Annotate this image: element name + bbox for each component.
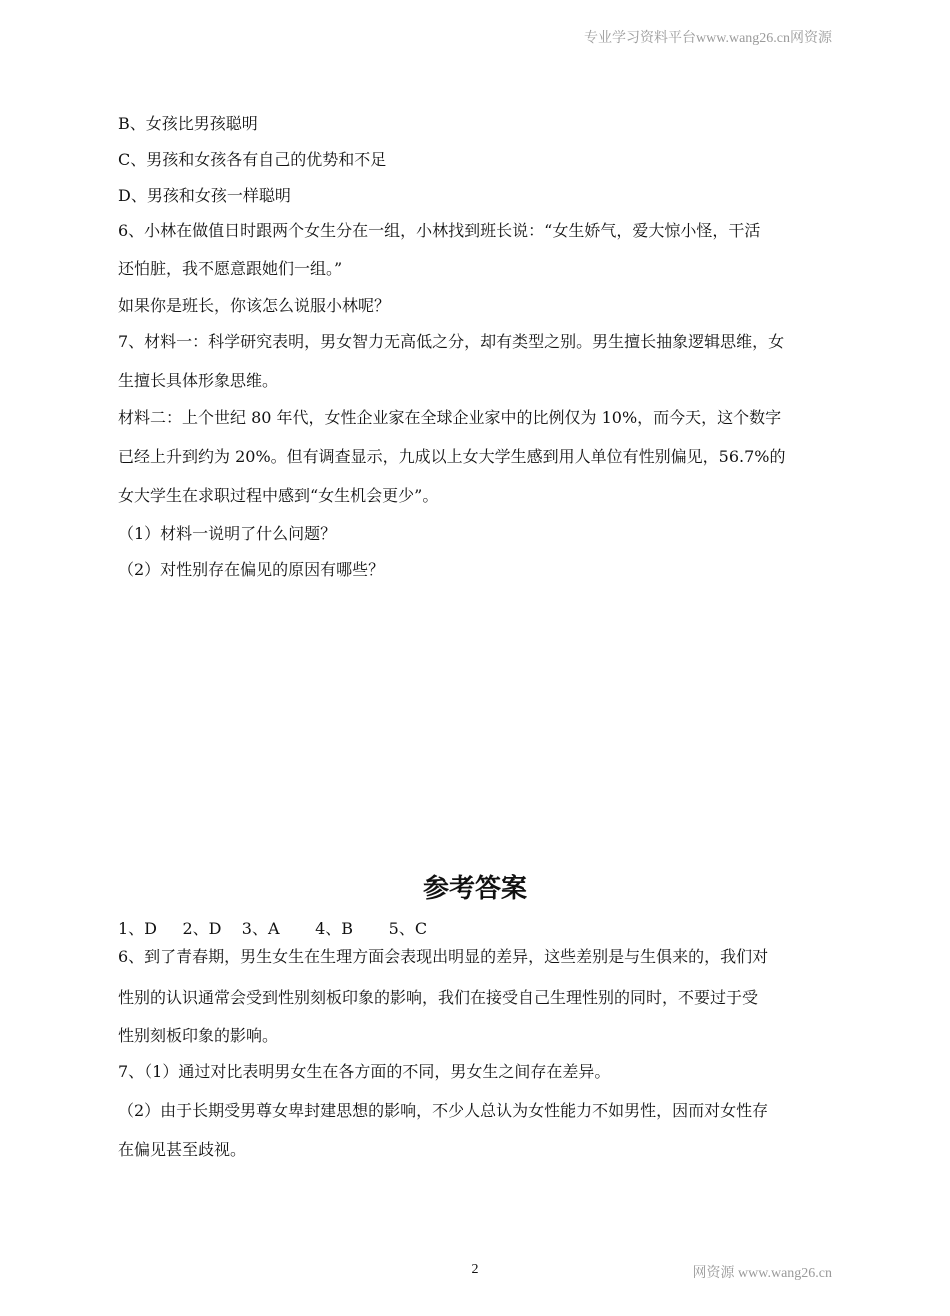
answer-7-part-2-line-2: 在偏见甚至歧视。 (118, 1140, 247, 1159)
header-watermark: 专业学习资料平台www.wang26.cn网资源 (584, 31, 832, 46)
answer-6-line-3: 性别刻板印象的影响。 (118, 1026, 279, 1045)
question-7-material-1-line-1: 7、材料一：科学研究表明，男女智力无高低之分，却有类型之别。男生擅长抽象逻辑思维，女 (118, 332, 785, 351)
question-7-sub-2: （2）对性别存在偏见的原因有哪些？ (118, 560, 385, 579)
question-6-line-2: 还怕脏，我不愿意跟她们一组。” (118, 259, 343, 278)
answer-6-line-2: 性别的认识通常会受到性别刻板印象的影响，我们在接受自己生理性别的同时，不要过于受 (118, 988, 759, 1007)
question-7-material-2-line-2: 已经上升到约为 20%。但有调查显示，九成以上女大学生感到用人单位有性别偏见，56.7%的 (118, 447, 786, 466)
answers-title: 参考答案 (422, 874, 527, 904)
answer-6-line-1: 6、到了青春期，男生女生在生理方面会表现出明显的差异，这些差别是与生俱来的，我们对 (118, 947, 769, 966)
option-b: B、女孩比男孩聪明 (118, 114, 258, 133)
question-6-line-1: 6、小林在做值日时跟两个女生分在一组，小林找到班长说：“女生娇气，爱大惊小怪，干活 (118, 221, 761, 240)
question-7-material-2-line-3: 女大学生在求职过程中感到“女生机会更少”。 (118, 486, 439, 505)
question-7-sub-1: （1）材料一说明了什么问题？ (118, 524, 337, 543)
question-7-material-1-line-2: 生擅长具体形象思维。 (118, 371, 279, 390)
answer-7-part-2-line-1: （2）由于长期受男尊女卑封建思想的影响，不少人总认为女性能力不如男性，因而对女性存 (118, 1101, 769, 1120)
question-7-material-2-line-1: 材料二：上个世纪 80 年代，女性企业家在全球企业家中的比例仅为 10%，而今天，这个数字 (118, 408, 782, 427)
answer-7-part-1: 7、（1）通过对比表明男女生在各方面的不同，男女生之间存在差异。 (118, 1062, 611, 1081)
option-c: C、男孩和女孩各有自己的优势和不足 (118, 150, 387, 169)
answer-choices: 1、D 2、D 3、A 4、B 5、C (118, 919, 428, 938)
page-number: 2 (471, 1262, 479, 1277)
footer-watermark: 网资源 www.wang26.cn (692, 1266, 832, 1281)
option-d: D、男孩和女孩一样聪明 (118, 186, 291, 205)
question-6-prompt: 如果你是班长，你该怎么说服小林呢？ (118, 296, 391, 315)
